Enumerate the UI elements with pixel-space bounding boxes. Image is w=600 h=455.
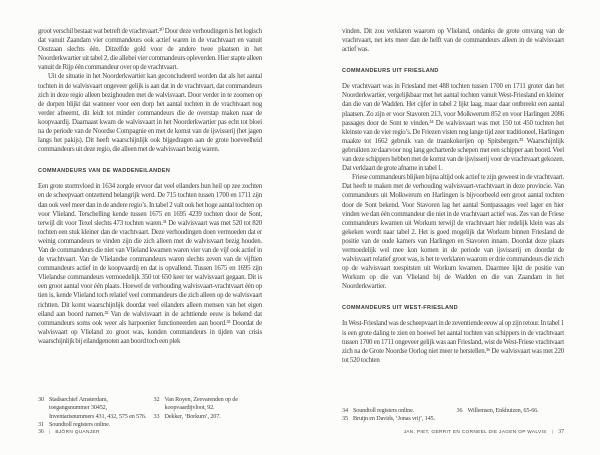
- footnotes: [38, 396, 262, 429]
- footnote: [154, 413, 263, 421]
- running-title: JAN, PIET, GERRIT EN CORNEEL DIE JAGEN OP WALVIS: [403, 430, 547, 435]
- page-footer: [38, 429, 262, 435]
- footer-separator: |: [551, 430, 554, 435]
- footnote-number: 32: [153, 396, 160, 403]
- page-right: [342, 0, 564, 455]
- footnote-text: Van Royen, Zeevarenden op de koopvaardijvloot, 92.: [164, 396, 238, 412]
- body-paragraph: vinden. Dit zou verklaren waarom op Vlieland, ondanks de grote omvang van de vrachtvaart, net iets meer dan de helft van de commandeurs alleen in de walvisvaart actief was.: [342, 28, 564, 54]
- running-author: BJÖRN QUANJER: [55, 430, 100, 435]
- footnote-number: 36: [456, 407, 463, 414]
- body-paragraph: Uit de situatie in het Noorderkwartier kan geconcludeerd worden dat als het aantal tochten in de walvisvaart ongeveer gelijk is aan dat in de vrachtvaart, dat commandeurs zich in deze regio alleen bezighouden met de walvisvaart. Door verder in te zoomen op de dorpen blijkt dat wanneer voor een dorp het aantal tochten in de vrachtvaart nog verder afneemt, dit leidt tot minder commandeurs die de overstap maken naar de koopvaardij. Daarnaast kwam de walvisvaart in het Noorderkwartier pas echt tot bloei na de periode van de Noordse Compagnie en met de komst van de ijsvisserij (het jagen langs het pakijs). Dit heeft waarschijnlijk ook bijgedragen aan de grote hoeveelheid commandeurs uit deze regio, die alleen met de walvisvaart bezig waren.: [38, 73, 262, 154]
- footnote-text: Willemsen, Enkhuizen, 65-66.: [467, 407, 539, 414]
- footnote-text: Stadsarchief Amsterdam, toegangsnummer 30452, Inventarisnummers 431, 432, 575 en 576.: [49, 396, 147, 420]
- body-paragraph: groot verschil bestaat wat betreft de vrachtvaart.³⁰ Door deze verhoudingen is het logisch dat vanuit Zaandam vier commandeurs ook actief waren in de vrachtvaart en vanuit Oostzaan slechts één. Ditzelfde gold voor de andere twee plaatsen in het Noorderkwartier uit tabel 2, die allebei vier commandeurs opleverden. Hier stapte alleen vanuit de Rijp één commandeur over op de vrachtvaart.: [38, 28, 262, 72]
- footnote: [457, 407, 565, 415]
- footnote-text: Dekker, ‘Borkum’, 207.: [164, 412, 221, 420]
- footnotes-column-1: [38, 396, 147, 429]
- body-paragraph: In West-Friesland was de scheepvaart in de zeventiende eeuw al op zijn retour. In tabel 1 is een grote daling te zien en hoewel het aantal tochten van schippers in de vrachtvaart tussen 1700 en 1711 ongeveer gelijk was aan Friesland, wist de West-Friese vrachtvaart zich na de Grote Noordse Oorlog niet meer te herstellen.³⁶ De walvisvaart was met 220 tot 520 tochten: [342, 320, 564, 364]
- footnote: [154, 396, 263, 413]
- footnote-number: 33: [153, 412, 160, 420]
- footnote-text: Soundtoll registers online.: [353, 407, 415, 414]
- footnote-text: Soundtoll registers online.: [49, 420, 111, 428]
- page-footer: [342, 429, 564, 435]
- footnote: [38, 421, 147, 429]
- footnotes-column-2: [457, 407, 565, 424]
- section-heading: COMMANDEURS UIT FRIESLAND: [342, 68, 439, 75]
- footnotes: [342, 407, 564, 424]
- body-paragraph: Een grote stormvloed in 1634 zorgde ervoor dat veel eilanders hun heil op zee zochten en de scheepvaart ontzettend belangrijk werd. De 715 tochten tussen 1700 en 1711 zijn dan ook veel meer dan in de andere regio’s. In tabel 2 valt ook het hoge aantal tochten op voor Vlieland. Terschelling kende tussen 1675 en 1695 4239 tochten door de Sont, terwijl dit voor Texel slechts 473 tochten waren.³¹ De walvisvaart was met 520 tot 820 tochten een stuk kleiner dan de vrachtvaart. Deze verhoudingen doen vermoeden dat er weinig commandeurs te vinden zijn die zich alleen met de walvisvaart bezig houden. Van de commandeurs die niet van Vlieland kwamen waren vier van de vijf ook actief in de vrachtvaart. Van de Vlielandse commandeurs waren slechts zeven van de vijftien commandeurs actief in de koopvaardij en dat is opvallend. Tussen 1675 en 1695 zijn Vlielandse commandeurs vermoedelijk 350 tot 650 keer ter walvisvaart gegaan. Dit is een groot aantal voor één plaats. Hoewel de verhouding walvisvaart-vrachtvaart één op tien is, kende Vlieland toch relatief veel commandeurs die zich alleen op de walvisvaart richtten. Dit komt waarschijnlijk doordat veel eilanders alleen mensen van het eigen eiland aan boord namen.³² Van de walvisvaart in de achttiende eeuw is bekend dat commandeurs soms ook weer als harpoenier functioneerden aan boord.³³ Doordat de walvisvaart op Vlieland zo groot was, konden commandeurs in tijden van crisis waarschijnlijk bij eilandgenoten aan boord toch een plek: [38, 183, 262, 345]
- footnote-text: Bruijn en Davids, ‘Jonas vrij’, 145.: [353, 415, 435, 423]
- footnote: [342, 407, 450, 415]
- footnote-number: 34: [342, 407, 348, 414]
- section-heading: COMMANDEURS UIT WEST-FRIESLAND: [342, 305, 458, 312]
- body-paragraph: De vrachtvaart was in Friesland met 488 tochten tussen 1700 en 1711 groter dan het Noorderkwartier, vergelijkbaar met het aantal tochten vanuit West-Friesland en kleiner dan die van de Wadden. Het cijfer in tabel 2 lijkt laag, maar daar ontbreekt een aantal plaatsen. Zo zijn er voor Stavoren 213, voor Molkwerum 852 en voor Harlingen 2086 passages door de Sont te vinden.³⁴ De walvisvaart was met 150 tot 450 tochten het kleinste van de vier regio’s. De Friezen visten nog lange tijd zeer traditioneel, Harlingen maakte tot 1662 gebruik van de traankokerijen op Spitsbergen.³⁵ Waarschijnlijk gebruikten ze daarvoor nog lang gecharterde schepen met een schipper aan boord. Veel van deze schippers hebben met de komst van de ijsvisserij voor de vrachtvaart gekozen. Dat verklaart de grote afname in tabel 1.: [342, 83, 564, 173]
- footnote-number: 35: [342, 415, 348, 423]
- page-number: 37: [558, 429, 564, 435]
- footnote: [38, 396, 147, 421]
- footnote: [342, 415, 450, 423]
- footer-separator: |: [48, 430, 51, 435]
- footnotes-column-1: [342, 407, 450, 424]
- section-heading: COMMANDEURS VAN DE WADDENEILANDEN: [38, 168, 171, 175]
- page-body: [342, 27, 564, 405]
- page-number: 36: [38, 429, 44, 435]
- footnote-number: 30: [38, 396, 44, 403]
- body-paragraph: Friese commandeurs blijken bijna altijd ook actief te zijn geweest in de vrachtvaart. Dat heeft te maken met de verhouding walvisvaart-vrachtvaart in deze provincie. Van commandeurs uit Molkwerum en Harlingen is bijvoorbeeld een groot aantal tochten door de Sont bekend. Voor Stavoren lag het aantal Sontpassages veel lager en hier vinden we dan één commandeur die niet in de vrachtvaart actief was. Zes van de Friese commandeurs kwamen uit Workum terwijl de vrachtvaart hier redelijk klein was als gekeken wordt naar tabel 2. Het is goed mogelijk dat Workum binnen Friesland de positie van de oude kamers van Harlingen en Stavoren innam. Doordat deze plaats vermoedelijk wel mee kon komen in de periode van ijsvisserij en doordat de walvisvaart relatief groot was, is het te verklaren waarom er drie commandeurs die zich op de walvisvaart toespitsten uit Workum kwamen. Daarmee lijkt de positie van Workum op die van Vlieland bij de Wadden en die van Zaandam in het Noorderkwartier.: [342, 174, 564, 291]
- footnote-number: 31: [38, 420, 44, 428]
- page-body: [38, 27, 262, 395]
- page-left: [38, 0, 262, 455]
- footnotes-column-2: [154, 396, 263, 429]
